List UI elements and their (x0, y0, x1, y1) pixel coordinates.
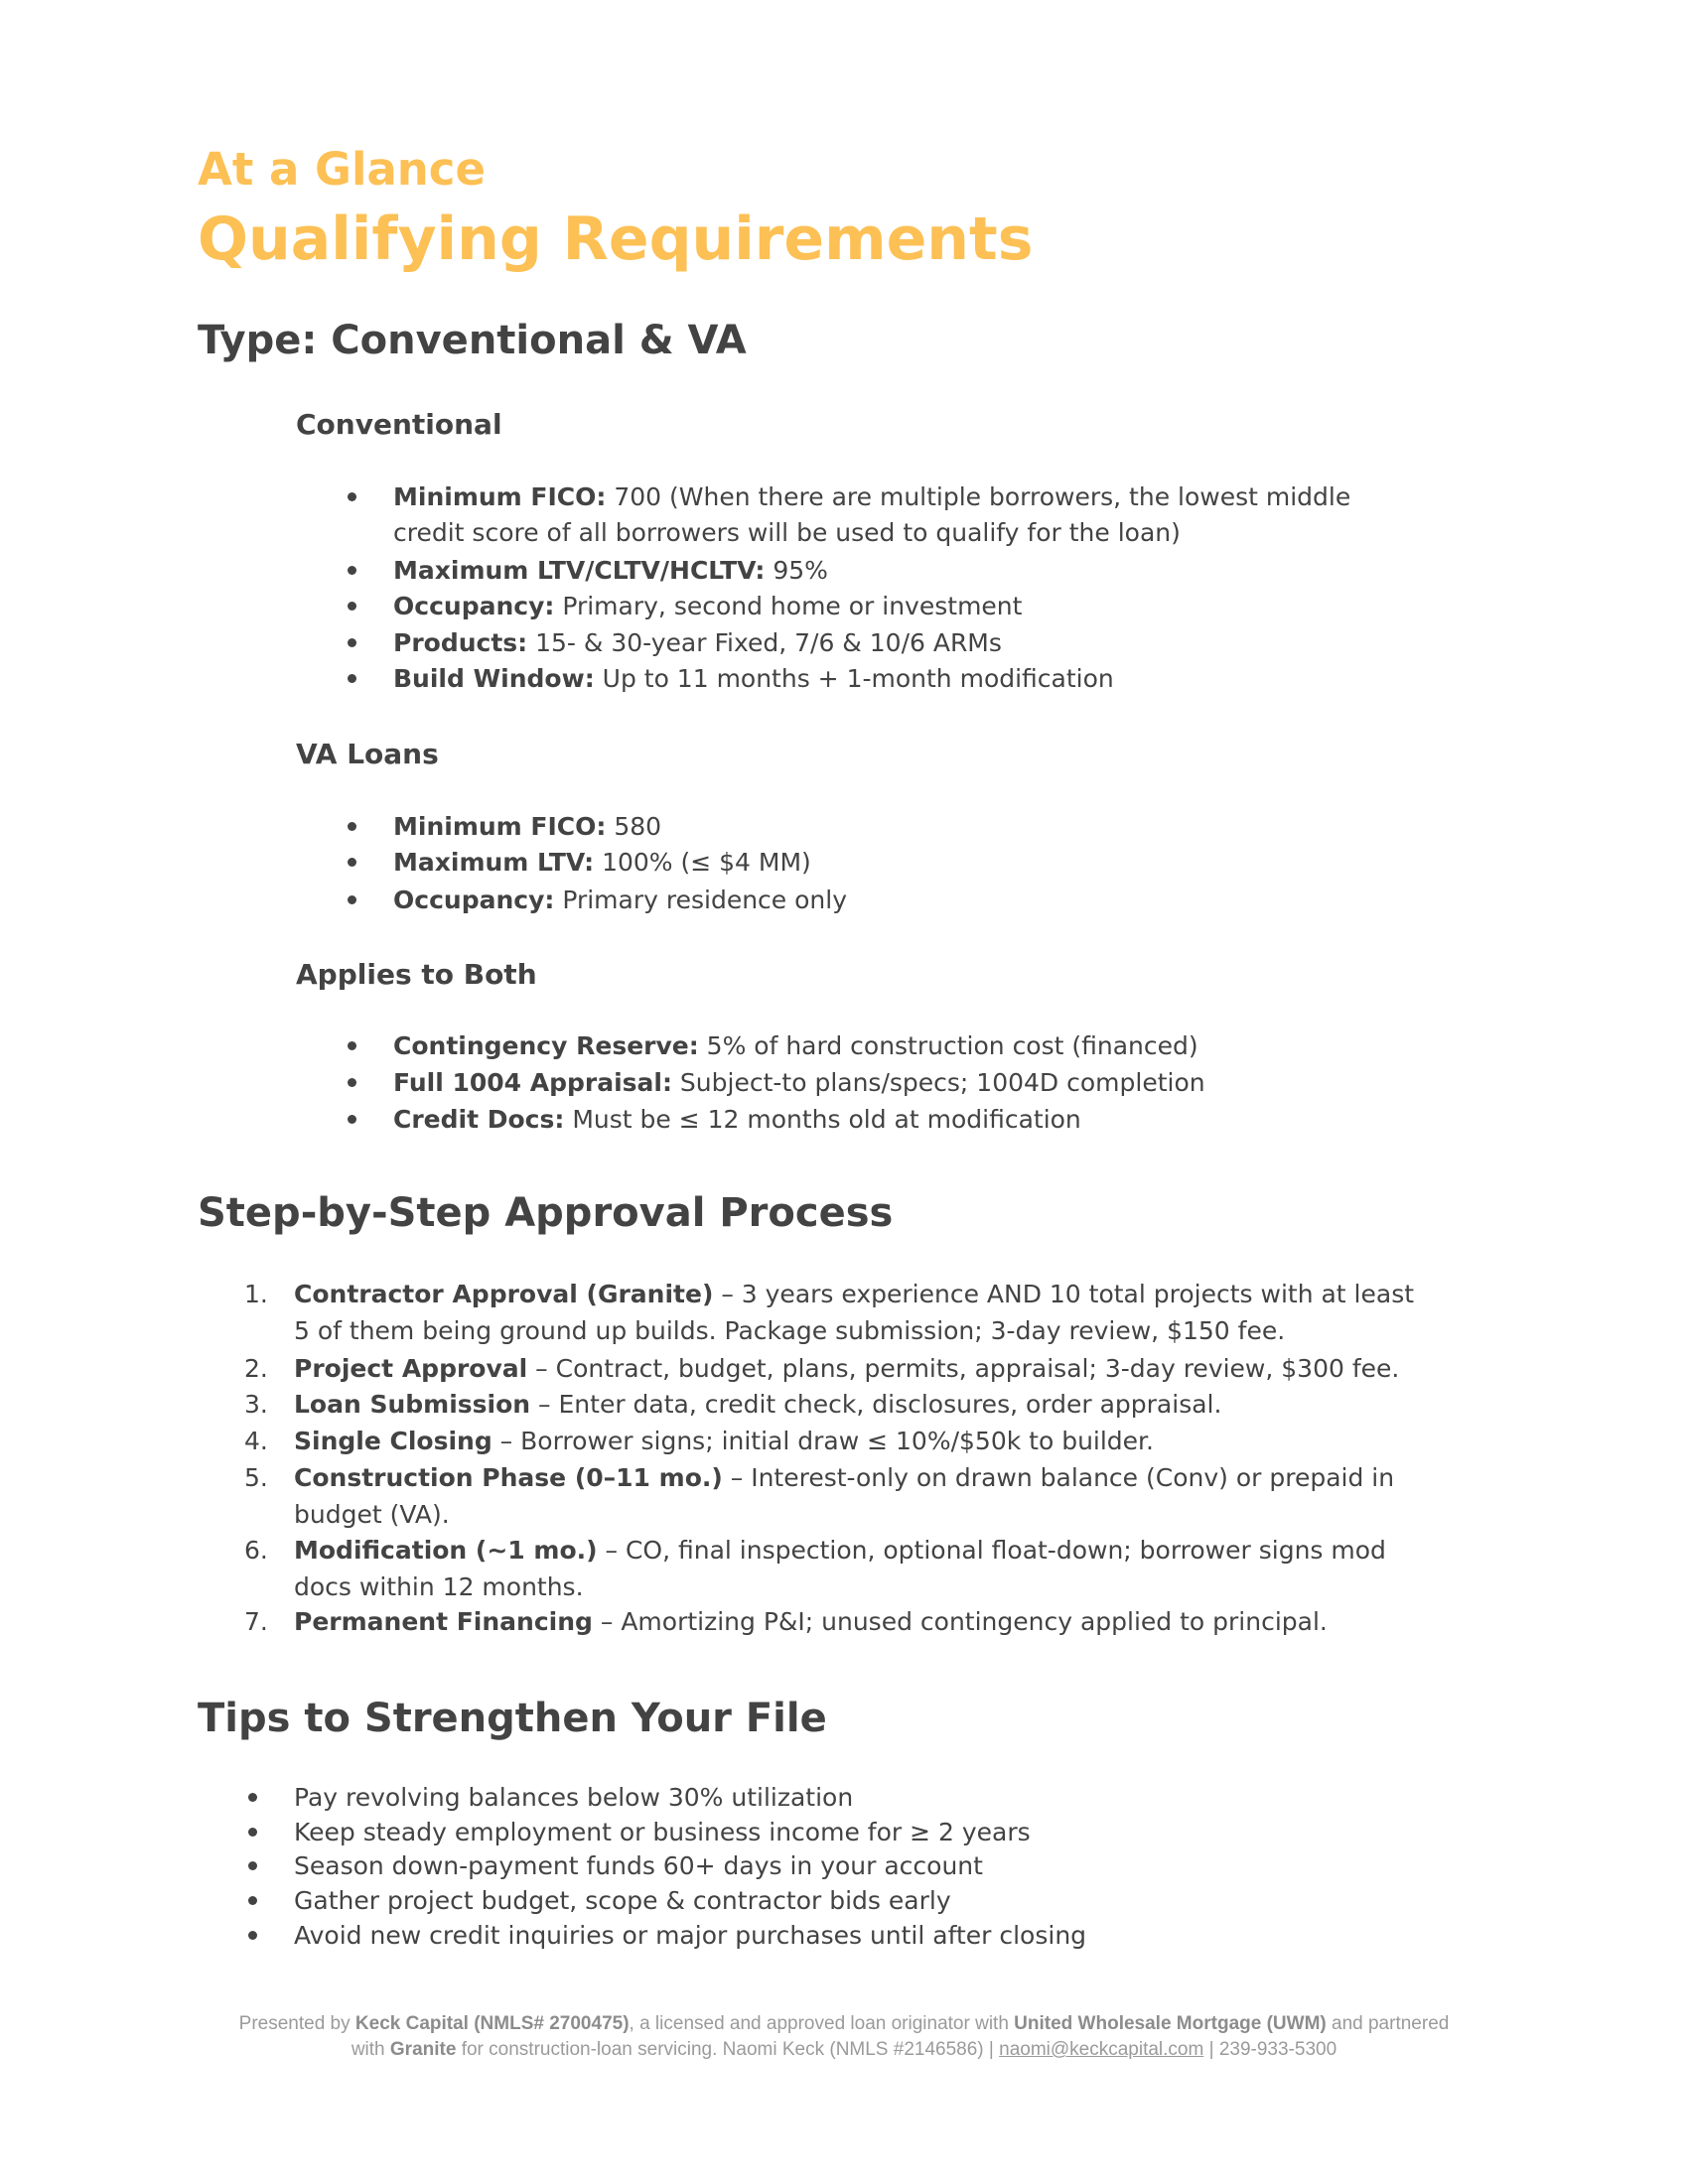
process-heading: Step-by-Step Approval Process (198, 1190, 894, 1236)
company-name: Keck Capital (NMLS# 2700475) (354, 2013, 630, 2034)
bullet-icon (348, 638, 356, 647)
step-item: Modification (~1 mo.) – CO, final inspection, optional float-down; borrower signs mod (294, 1536, 1386, 1565)
bullet-icon (348, 566, 356, 575)
list-item: Contingency Reserve: 5% of hard construction cost (financed) (393, 1031, 1198, 1060)
step-item: Contractor Approval (Granite) – 3 years experience AND 10 total projects with at least (294, 1280, 1415, 1308)
list-item: Maximum LTV/CLTV/HCLTV: 95% (393, 556, 828, 585)
bullet-icon (348, 492, 356, 501)
page-kicker: At a Glance (198, 143, 486, 196)
list-item: Products: 15- & 30-year Fixed, 7/6 & 10/6 ARMs (393, 628, 1002, 657)
va-heading: VA Loans (296, 738, 439, 770)
bullet-icon (348, 674, 356, 683)
tip-item: Avoid new credit inquiries or major purchases until after closing (294, 1921, 1087, 1950)
step-number: 3. (244, 1390, 268, 1419)
bullet-icon (248, 1896, 257, 1905)
step-item: Project Approval – Contract, budget, plans, permits, appraisal; 3-day review, $300 fee. (294, 1354, 1400, 1383)
list-item: Maximum LTV: 100% (≤ $4 MM) (393, 848, 811, 877)
servicer-name: Granite (389, 2039, 457, 2060)
bullet-icon (348, 602, 356, 611)
bullet-icon (348, 895, 356, 904)
list-item: Minimum FICO: 700 (When there are multiple borrowers, the lowest middle (393, 482, 1351, 511)
tips-heading: Tips to Strengthen Your File (198, 1696, 827, 1741)
bullet-icon (248, 1861, 257, 1870)
step-number: 7. (244, 1607, 268, 1636)
step-number: 1. (244, 1280, 268, 1308)
both-heading: Applies to Both (296, 958, 537, 991)
step-number: 5. (244, 1463, 268, 1492)
page-title: Qualifying Requirements (198, 205, 1034, 274)
bullet-icon (248, 1828, 257, 1837)
type-heading: Type: Conventional & VA (198, 318, 747, 363)
step-item: Loan Submission – Enter data, credit check, disclosures, order appraisal. (294, 1390, 1222, 1419)
tip-item: Season down-payment funds 60+ days in your account (294, 1851, 983, 1880)
bullet-icon (248, 1793, 257, 1802)
list-item: Minimum FICO: 580 (393, 812, 662, 841)
list-item: Credit Docs: Must be ≤ 12 months old at modification (393, 1105, 1081, 1134)
list-item: Occupancy: Primary, second home or investment (393, 592, 1023, 620)
email-link[interactable]: naomi@keckcapital.com (999, 2039, 1204, 2060)
tip-item: Keep steady employment or business income for ≥ 2 years (294, 1818, 1031, 1846)
footer-line-2: with Granite for construction-loan servicing. Naomi Keck (NMLS #2146586) | naomi@keckcapital.com | 239-933-5300 (351, 2039, 1337, 2060)
list-item: Occupancy: Primary residence only (393, 886, 848, 914)
step-continuation: 5 of them being ground up builds. Package submission; 3-day review, $150 fee. (294, 1316, 1286, 1345)
bullet-icon (348, 1041, 356, 1050)
step-item: Single Closing – Borrower signs; initial draw ≤ 10%/$50k to builder. (294, 1427, 1154, 1455)
conventional-heading: Conventional (296, 408, 502, 441)
bullet-icon (348, 858, 356, 867)
bullet-icon (348, 822, 356, 831)
step-number: 4. (244, 1427, 268, 1455)
list-item: Full 1004 Appraisal: Subject-to plans/specs; 1004D completion (393, 1068, 1205, 1097)
lender-name: United Wholesale Mortgage (UWM) (1014, 2013, 1327, 2034)
tip-item: Pay revolving balances below 30% utilization (294, 1783, 854, 1812)
tip-item: Gather project budget, scope & contractor bids early (294, 1886, 951, 1915)
step-number: 6. (244, 1536, 268, 1565)
step-item: Permanent Financing – Amortizing P&I; unused contingency applied to principal. (294, 1607, 1328, 1636)
list-item-continuation: credit score of all borrowers will be used to qualify for the loan) (393, 518, 1181, 547)
step-continuation: docs within 12 months. (294, 1572, 584, 1601)
step-item: Construction Phase (0–11 mo.) – Interest-only on drawn balance (Conv) or prepaid in (294, 1463, 1395, 1492)
list-item: Build Window: Up to 11 months + 1-month modification (393, 664, 1114, 693)
bullet-icon (348, 1115, 356, 1124)
bullet-icon (348, 1078, 356, 1087)
step-number: 2. (244, 1354, 268, 1383)
footer-line-1: Presented by Keck Capital (NMLS# 2700475), a licensed and approved loan originator with United Wholesale Mortgage (UWM) and partnered (238, 2013, 1450, 2034)
bullet-icon (248, 1931, 257, 1940)
step-continuation: budget (VA). (294, 1500, 450, 1529)
